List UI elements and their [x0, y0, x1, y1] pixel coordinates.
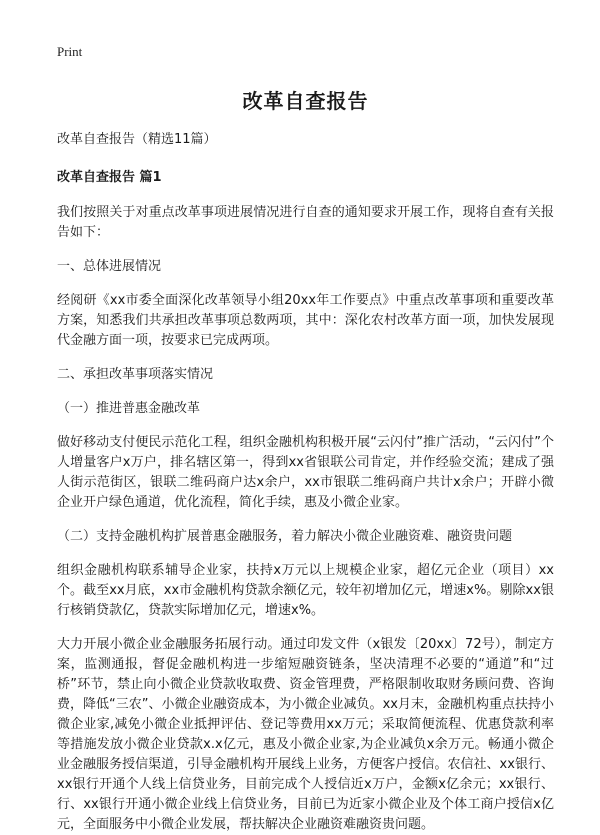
heading-financial-services: （二）支持金融机构扩展普惠金融服务，着力解决小微企业融资难、融资贵问题	[57, 529, 513, 544]
paragraph-loan-support: 组织金融机构联系辅导企业家，扶持x万元以上规模企业家，超亿元企业（项目）xx个。截至xx月底，xx市金融机构贷款余额亿元，较年初增加亿元，增速x%。剔除xx银行核销贷款亿，贷款实际增加亿元，增速x%。	[57, 563, 554, 618]
paragraph-overall-progress: 经阅研《xx市委全面深化改革领导小组20xx年工作要点》中重点改革事项和重要改革方案，知悉我们共承担改革事项总数两项，其中：深化农村改革方面一项，加快发展现代金融方面一项，按要求已完成两项。	[57, 293, 554, 348]
document-title: 改革自查报告	[242, 89, 369, 113]
paragraph-mobile-payment: 做好移动支付便民示范化工程，组织金融机构积极开展“云闪付”推广活动，“云闪付”个人增量客户x万户，排名辖区第一，得到xx省银联公司肯定，并作经验交流；建成了强人街示范街区，银联二维码商户达x余户，xx市银联二维码商户共计x余户；开辟小微企业开户绿色通道，优化流程，简化手续，惠及小微企业家。	[57, 435, 554, 510]
paragraph-small-business-service: 大力开展小微企业金融服务拓展行动。通过印发文件（x银发〔20xx〕72号），制定方案，监测通报，督促金融机构进一步缩短融资链条，坚决清理不必要的“通道”和“过桥”环节，禁止向小微企业贷款收取费、资金管理费，严格限制收取财务顾问费、咨询费，降低“三农”、小微企业融资成本，为小微企业减负。xx月末，金融机构重点扶持小微企业家,减免小微企业抵押评估、登记等费用xx万元；采取简便流程、优惠贷款利率等措施发放小微企业贷款x.x亿元，惠及小微企业家,为企业减负x余万元。畅通小微企业金融服务授信渠道，引导金融机构开展线上业务，方便客户授信。农信社、xx银行、xx银行开通个人线上信贷业务，目前完成个人授信近x万户，金额x亿余元；xx银行、行、xx银行开通小微企业线上信贷业务，目前已为近家小微企业及个体工商户授信x亿元，全面服务中小微企业发展，帮扶解决企业融资难融资贵问题。	[57, 637, 554, 832]
heading-reform-items: 二、承担改革事项落实情况	[57, 367, 214, 382]
print-link[interactable]: Print	[57, 44, 83, 59]
heading-inclusive-finance: （一）推进普惠金融改革	[57, 401, 201, 416]
section-title: 改革自查报告 篇1	[57, 170, 162, 185]
intro-paragraph: 我们按照关于对重点改革事项进展情况进行自查的通知要求开展工作，现将自查有关报告如下：	[57, 205, 554, 240]
heading-overall-progress: 一、总体进展情况	[57, 259, 162, 274]
document-subtitle: 改革自查报告（精选11篇）	[57, 132, 217, 147]
